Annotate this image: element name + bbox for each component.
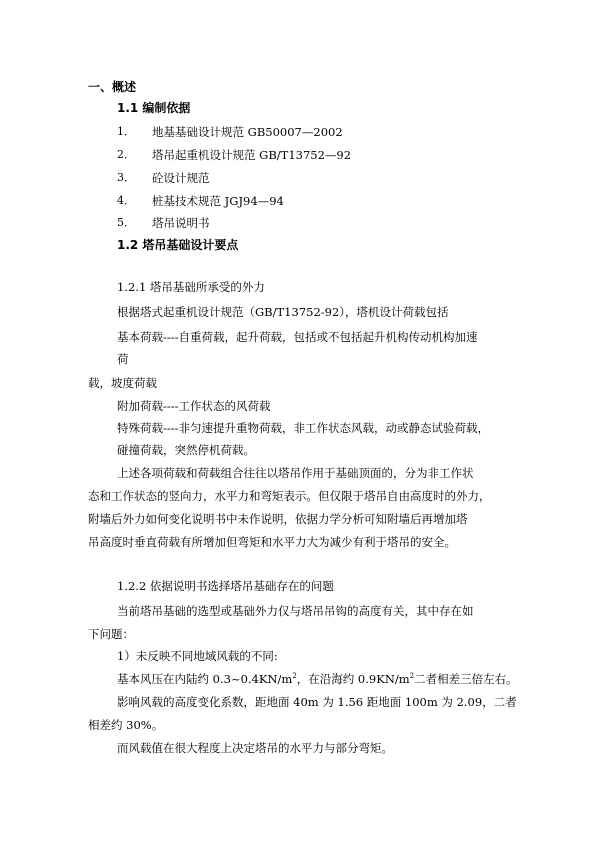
section-heading-overview: 一、概述 [88, 80, 137, 94]
paragraph-line: 荷 [117, 352, 129, 366]
list-item-number: 1． [117, 125, 135, 138]
superscript: 2 [292, 672, 297, 681]
list-item-number: 3． [117, 171, 135, 184]
paragraph-line: 1）未反映不同地域风载的不同: [117, 649, 278, 663]
paragraph-line-wind-pressure [117, 671, 518, 687]
list-item-text: 桩基技术规范 JGJ94—94 [152, 194, 284, 208]
paragraph-line: 当前塔吊基础的选型或基础外力仅与塔吊吊钩的高度有关，其中存在如 [117, 604, 474, 618]
paragraph-line: 影响风载的高度变化系数，距地面 40m 为 1.56 距地面 100m 为 2.09，二者 [117, 695, 517, 709]
subsection-heading-problems: 1.2.2 依据说明书选择塔吊基础存在的问题 [117, 579, 334, 593]
paragraph-line: 载，坡度荷载 [88, 376, 157, 390]
paragraph-line: 下问题： [88, 627, 134, 641]
paragraph-line: 特殊荷载----非匀速提升重物荷载，非工作状态风载，动或静态试验荷载， [117, 421, 490, 435]
paragraph-line: 附墙后外力如何变化说明书中未作说明，依据力学分析可知附墙后再增加塔 [88, 512, 468, 526]
paragraph-line: 碰撞荷载，突然停机荷载。 [117, 443, 255, 457]
paragraph-line: 而风载值在很大程度上决定塔吊的水平力与部分弯矩。 [117, 741, 393, 755]
superscript: 2 [409, 672, 415, 681]
section-heading-basis: 1.1 编制依据 [117, 101, 191, 115]
list-item-text: 塔吊起重机设计规范 GB/T13752—92 [152, 148, 352, 162]
list-item-number: 2． [117, 148, 135, 161]
list-item-text: 砼设计规范 [152, 171, 210, 185]
paragraph-line: 附加荷载----工作状态的风荷载 [117, 399, 271, 413]
paragraph-line: 基本荷载----自重荷载，起升荷载，包括或不包括起升机构传动机构加速 [117, 330, 478, 344]
paragraph-line: 根据塔式起重机设计规范（GB/T13752-92），塔机设计荷载包括 [117, 305, 449, 319]
paragraph-line: 上述各项荷载和荷载组合往往以塔吊作用于基础顶面的，分为非工作状 [117, 466, 474, 480]
list-item-text: 塔吊说明书 [152, 216, 210, 230]
list-item-number: 4． [117, 194, 135, 207]
list-item-text: 地基基础设计规范 GB50007—2002 [152, 125, 343, 139]
paragraph-line: 相差约 30%。 [88, 718, 164, 732]
wind-text-a: 基本风压在内陆约 0.3~0.4KN/m [117, 672, 293, 686]
wind-text-b: ，在沿海约 0.9KN/m [296, 672, 410, 686]
paragraph-line: 吊高度时垂直荷载有所增加但弯矩和水平力大为减少有利于塔吊的安全。 [88, 535, 456, 549]
subsection-heading-external-forces: 1.2.1 塔吊基础所承受的外力 [117, 280, 265, 294]
paragraph-line: 态和工作状态的竖向力，水平力和弯矩表示。但仅限于塔吊自由高度时的外力， [88, 489, 491, 503]
section-heading-design-points: 1.2 塔吊基础设计要点 [117, 238, 239, 252]
list-item-number: 5． [117, 216, 135, 229]
wind-text-c: 二者相差三倍左右。 [414, 672, 518, 686]
